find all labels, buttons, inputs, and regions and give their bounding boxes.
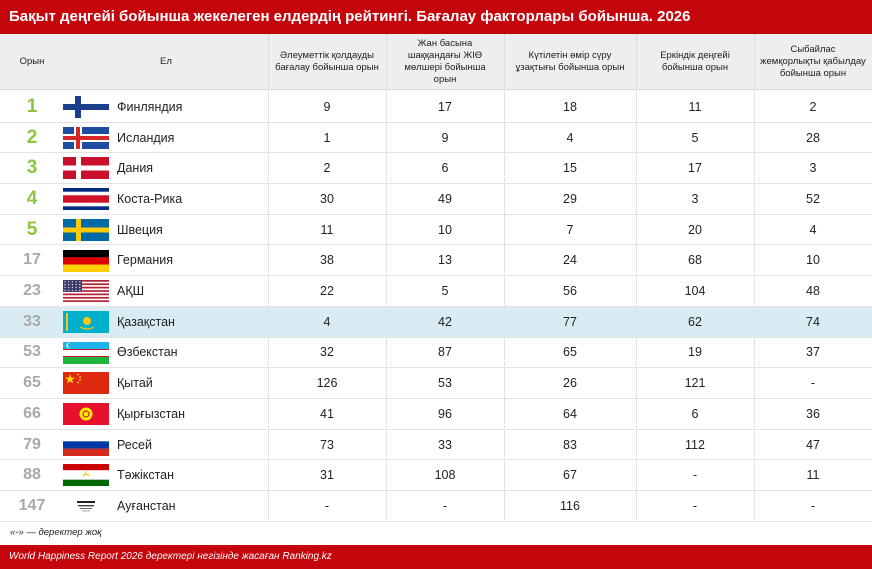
kazakhstan-flag-icon bbox=[63, 311, 109, 333]
country-name: Қырғызстан bbox=[117, 406, 186, 421]
russia-flag-icon bbox=[63, 434, 109, 456]
freedom-rank-cell: 11 bbox=[688, 99, 702, 114]
social-rank-cell: 38 bbox=[320, 253, 334, 268]
header-corruption: Сыбайлас жемқорлықты қабылдау бойынша орын bbox=[760, 44, 866, 79]
country-name: Коста-Рика bbox=[117, 191, 183, 206]
table-row bbox=[0, 123, 872, 154]
gdp-rank-cell: 42 bbox=[438, 314, 452, 329]
freedom-rank-cell: 19 bbox=[688, 345, 702, 360]
corruption-rank-cell: 74 bbox=[806, 314, 820, 329]
sweden-flag-icon bbox=[63, 219, 109, 241]
rank-cell: 66 bbox=[23, 404, 41, 422]
freedom-rank-cell: - bbox=[692, 498, 698, 513]
table-row bbox=[0, 184, 872, 215]
gdp-rank-cell: 108 bbox=[434, 468, 456, 483]
denmark-flag-icon bbox=[63, 157, 109, 179]
iceland-flag-icon bbox=[63, 127, 109, 149]
header-country: Ел bbox=[160, 56, 172, 67]
table-row bbox=[0, 215, 872, 246]
corruption-rank-cell: 47 bbox=[806, 437, 820, 452]
gdp-rank-cell: 53 bbox=[438, 376, 452, 391]
country-name: Ауғанстан bbox=[117, 498, 176, 513]
corruption-rank-cell: 11 bbox=[806, 468, 820, 483]
table-row bbox=[0, 276, 872, 307]
corruption-rank-cell: 28 bbox=[806, 130, 820, 145]
corruption-rank-cell: 37 bbox=[806, 345, 820, 360]
germany-flag-icon bbox=[63, 250, 109, 272]
freedom-rank-cell: 20 bbox=[688, 222, 702, 237]
freedom-rank-cell: 3 bbox=[691, 191, 699, 206]
corruption-rank-cell: 10 bbox=[806, 253, 820, 268]
freedom-rank-cell: 5 bbox=[691, 130, 699, 145]
china-flag-icon bbox=[63, 372, 109, 394]
kyrgyzstan-flag-icon bbox=[63, 403, 109, 425]
afghanistan-flag-icon bbox=[63, 495, 109, 517]
rank-cell: 5 bbox=[26, 218, 38, 240]
social-rank-cell: 2 bbox=[323, 161, 331, 176]
corruption-rank-cell: 3 bbox=[809, 161, 817, 176]
freedom-rank-cell: 17 bbox=[688, 161, 702, 176]
life-rank-cell: 26 bbox=[563, 376, 577, 391]
country-name: Дания bbox=[117, 161, 154, 176]
social-rank-cell: 30 bbox=[320, 191, 334, 206]
rank-cell: 79 bbox=[23, 435, 41, 453]
country-name: Исландия bbox=[117, 130, 175, 145]
header-freedom: Еркіндік деңгейі бойынша орын bbox=[660, 50, 730, 73]
country-name: Германия bbox=[117, 253, 174, 268]
life-rank-cell: 116 bbox=[560, 498, 580, 513]
social-rank-cell: 73 bbox=[320, 437, 334, 452]
table-row bbox=[0, 246, 872, 277]
social-rank-cell: 11 bbox=[320, 222, 334, 237]
table-header bbox=[0, 34, 872, 90]
country-name: Ресей bbox=[117, 437, 152, 452]
corruption-rank-cell: 36 bbox=[806, 406, 820, 421]
rank-cell: 17 bbox=[23, 251, 41, 269]
freedom-rank-cell: 62 bbox=[688, 314, 702, 329]
gdp-rank-cell: 6 bbox=[441, 161, 449, 176]
usa-flag-icon bbox=[63, 280, 109, 302]
table-row bbox=[0, 307, 872, 338]
gdp-rank-cell: 5 bbox=[441, 284, 449, 299]
social-rank-cell: 4 bbox=[323, 314, 331, 329]
table-row bbox=[0, 399, 872, 430]
tajikistan-flag-icon bbox=[63, 464, 109, 486]
life-rank-cell: 15 bbox=[563, 161, 577, 176]
freedom-rank-cell: 121 bbox=[684, 376, 706, 391]
rank-cell: 3 bbox=[26, 157, 38, 179]
freedom-rank-cell: 104 bbox=[684, 284, 706, 299]
country-name: Өзбекстан bbox=[117, 345, 178, 360]
header-life-expectancy: Күтілетін өмір сүру ұзақтығы бойынша орын bbox=[515, 50, 625, 73]
country-name: Қазақстан bbox=[117, 314, 175, 329]
life-rank-cell: 24 bbox=[563, 253, 577, 268]
corruption-rank-cell: - bbox=[810, 376, 816, 391]
gdp-rank-cell: 13 bbox=[438, 253, 452, 268]
life-rank-cell: 67 bbox=[563, 468, 577, 483]
country-name: Финляндия bbox=[117, 99, 183, 114]
table-row bbox=[0, 368, 872, 399]
table-row bbox=[0, 338, 872, 369]
gdp-rank-cell: 49 bbox=[438, 191, 452, 206]
corruption-rank-cell: - bbox=[810, 498, 816, 513]
corruption-rank-cell: 4 bbox=[809, 222, 817, 237]
rank-cell: 147 bbox=[18, 496, 46, 514]
gdp-rank-cell: 10 bbox=[438, 222, 452, 237]
rank-cell: 33 bbox=[23, 312, 41, 330]
rank-cell: 88 bbox=[23, 466, 41, 484]
header-rank: Орын bbox=[19, 56, 45, 67]
table-row bbox=[0, 153, 872, 184]
social-rank-cell: 22 bbox=[320, 284, 334, 299]
table-row bbox=[0, 491, 872, 522]
life-rank-cell: 7 bbox=[566, 222, 574, 237]
gdp-rank-cell: 33 bbox=[438, 437, 452, 452]
gdp-rank-cell: 17 bbox=[438, 99, 452, 114]
country-name: Қытай bbox=[117, 376, 153, 391]
social-rank-cell: 126 bbox=[316, 376, 338, 391]
finland-flag-icon bbox=[63, 96, 109, 118]
source-footer: World Happiness Report 2026 деректері негізінде жасаған Ranking.kz bbox=[0, 545, 872, 569]
life-rank-cell: 4 bbox=[566, 130, 574, 145]
life-rank-cell: 65 bbox=[563, 345, 577, 360]
life-rank-cell: 18 bbox=[563, 99, 577, 114]
life-rank-cell: 56 bbox=[563, 284, 577, 299]
table-row bbox=[0, 92, 872, 123]
rank-cell: 65 bbox=[23, 374, 41, 392]
freedom-rank-cell: 68 bbox=[688, 253, 702, 268]
rank-cell: 53 bbox=[23, 343, 41, 361]
freedom-rank-cell: - bbox=[692, 468, 698, 483]
rank-cell: 4 bbox=[26, 187, 38, 209]
header-social-support: Әлеуметтік қолдауды бағалау бойынша орын bbox=[275, 50, 379, 73]
freedom-rank-cell: 112 bbox=[685, 437, 705, 452]
social-rank-cell: 1 bbox=[323, 130, 331, 145]
gdp-rank-cell: 87 bbox=[438, 345, 452, 360]
rank-cell: 2 bbox=[26, 126, 38, 148]
country-name: Тәжікстан bbox=[117, 468, 175, 483]
country-name: Швеция bbox=[117, 222, 163, 237]
gdp-rank-cell: 96 bbox=[438, 406, 452, 421]
social-rank-cell: 41 bbox=[320, 406, 334, 421]
table-row bbox=[0, 460, 872, 491]
page-title: Бақыт деңгейі бойынша жекелеген елдердің рейтингі. Бағалау факторлары бойынша. 2026 bbox=[0, 0, 872, 34]
life-rank-cell: 77 bbox=[563, 314, 577, 329]
life-rank-cell: 64 bbox=[563, 406, 577, 421]
rank-cell: 1 bbox=[26, 95, 38, 117]
country-name: АҚШ bbox=[117, 284, 145, 299]
table-row bbox=[0, 430, 872, 461]
costa-rica-flag-icon bbox=[63, 188, 109, 210]
uzbekistan-flag-icon bbox=[63, 342, 109, 364]
rank-cell: 23 bbox=[23, 282, 41, 300]
corruption-rank-cell: 2 bbox=[809, 99, 817, 114]
life-rank-cell: 29 bbox=[563, 191, 577, 206]
social-rank-cell: 31 bbox=[320, 468, 334, 483]
header-gdp: Жан басына шаққандағы ЖІӨ мөлшері бойынша орын bbox=[404, 38, 486, 85]
corruption-rank-cell: 48 bbox=[806, 284, 820, 299]
gdp-rank-cell: - bbox=[442, 498, 448, 513]
gdp-rank-cell: 9 bbox=[441, 130, 449, 145]
corruption-rank-cell: 52 bbox=[806, 191, 820, 206]
social-rank-cell: 32 bbox=[320, 345, 334, 360]
freedom-rank-cell: 6 bbox=[691, 406, 699, 421]
life-rank-cell: 83 bbox=[563, 437, 577, 452]
social-rank-cell: - bbox=[324, 498, 330, 513]
table-note: «-» — деректер жоқ bbox=[10, 527, 102, 538]
social-rank-cell: 9 bbox=[323, 99, 331, 114]
